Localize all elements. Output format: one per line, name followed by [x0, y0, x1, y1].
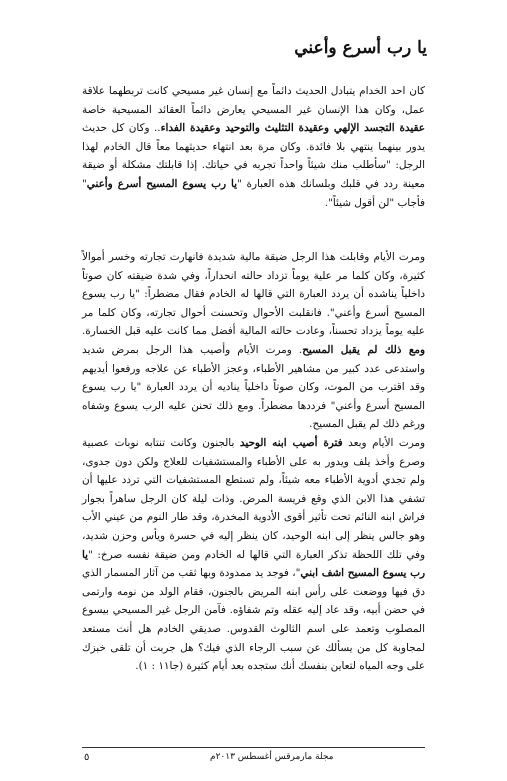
text-segment: "، فوجد يد ممدودة وبها ثقب من آثار المسمار الذي دق فيها ووضعت على رأس ابنه المريض بالجنون، فقام الولد من نومه وارتمى في حضن أبيه، وقد عاد إليه عقله وتم شفاؤه. فآمن الرجل غير المسيحي بيسوع المصلوب وتعمد على اسم الثالوث القدوس. صديقي الخادم هل أنت مستعد لمجاوبة كل من يسألك عن سبب الرجاء الذي فيك؟ هل جربت أن تلقى خبزك على وجه المياه لتعاين بنفسك أنك ستجده بعد أيام كثيرة (جا١١ : ١).: [82, 567, 425, 673]
bold-text-segment: ومع ذلك لم يقبل المسيح: [302, 343, 425, 356]
text-segment: " فأجاب "لن أقول شيئاً".: [82, 177, 425, 209]
paragraph-1: [82, 82, 425, 212]
text-segment: ومرت الأيام وقابلت هذا الرجل ضيقة مالية شديدة فانهارت تجارته وخسر أموالاً كثيرة، وكان كلما مر علية يوماً تزداد حالته انحداراً، وفي شدة ضيقته كان صوتاً داخلياً يناشده أن يردد العبارة التي قالها له الخادم فقال مضطراً: "يا رب يسوع المسيح أسرع وأعني". فانقلبت الأحوال وتحسنت أحوال تجارته، وكان كلما مر عليه يوماً يزداد تحسناً، وعادت حالته المالية أفضل مما كانت عليه قبل الخسارة.: [82, 251, 425, 338]
text-segment: كان احد الخدام يتبادل الحديث دائماً مع إنسان غير مسيحي كانت تربطهما علاقة عمل، وكان هذا الإنسان غير المسيحي يعارض دائماً العقائد المسيحية خاصة: [82, 85, 425, 116]
article-title: يا رب أسرع وأعني: [294, 38, 427, 58]
text-segment: . ومرت الأيام وأصيب هذا الرجل بمرض شديد واستدعى عدد كبير من مشاهير الأطباء، وعجز الأطباء عن علاجه ورفعوا أيديهم وقد اقترب من الموت، وكان صوتاً داخلياً يناديه أن يردد العبارة "يا رب يسوع المسيح أسرع وأعني" فرددها مضطراً. ومع ذلك تحنن عليه الرب يسوع وشفاه ورغم ذلك لم يقبل المسيح.: [82, 343, 425, 431]
text-segment: بالجنون وكانت تنتابه نوبات عصبية وصرع وأخذ يلف ويدور به على الأطباء والمستشفيات للعلاج ولكن دون جدوى، ولم تجدي أدوية الأطباء معه شيئاً، ولم تستطع المستشفيات التي تردد عليها أن تشفي هذا الابن الذي وقع فريسة المرض. وذات ليلة كان الرجل ساهراً بجوار فراش ابنه النائم تحت تأثير أقوى الأدوية المخدرة، وقد طار النوم من عيني الأب وهو جالس ينظر إلى ابنه الوحيد، كان ينظر إليه في حسرة ويأس وحزن شديد، وفي تلك اللحظة تذكر العبارة التي قالها له الخادم ومن ضيقة نفسه صرخ: ": [82, 437, 425, 561]
page-number: ٥: [84, 752, 90, 763]
bold-text-segment: يا رب يسوع المسيح أسرع وأعني: [86, 177, 238, 190]
paragraph-3: [82, 434, 425, 676]
footer-divider: [82, 747, 425, 748]
bold-text-segment: فترة أصيب ابنه الوحيد: [239, 437, 343, 449]
bold-text-segment: يا رب يسوع المسيح اشف ابني: [82, 548, 425, 580]
footer-magazine: مجلة مارمرقس أغسطس ٢٠١٣م: [210, 752, 334, 762]
text-segment: .. وكان كل حديث يدور بينهما ينتهي بلا فائدة. وكان مرة بعد انتهاء حديثهما معاً قال الخادم لهذا الرجل: "سأطلب منك شيئاً واحداً تجربه في حياتك. إذا قابلتك مشكلة أو ضيقة معينة ردد في قلبك وبلسانك هذه العبارة ": [82, 122, 425, 190]
text-segment: ومرت الأيام وبعد: [342, 437, 426, 449]
bold-text-segment: عقيدة التجسد الإلهي وعقيدة التثليث والتوحيد وعقيدة الفداء: [160, 122, 425, 135]
paragraph-2: [82, 248, 425, 434]
